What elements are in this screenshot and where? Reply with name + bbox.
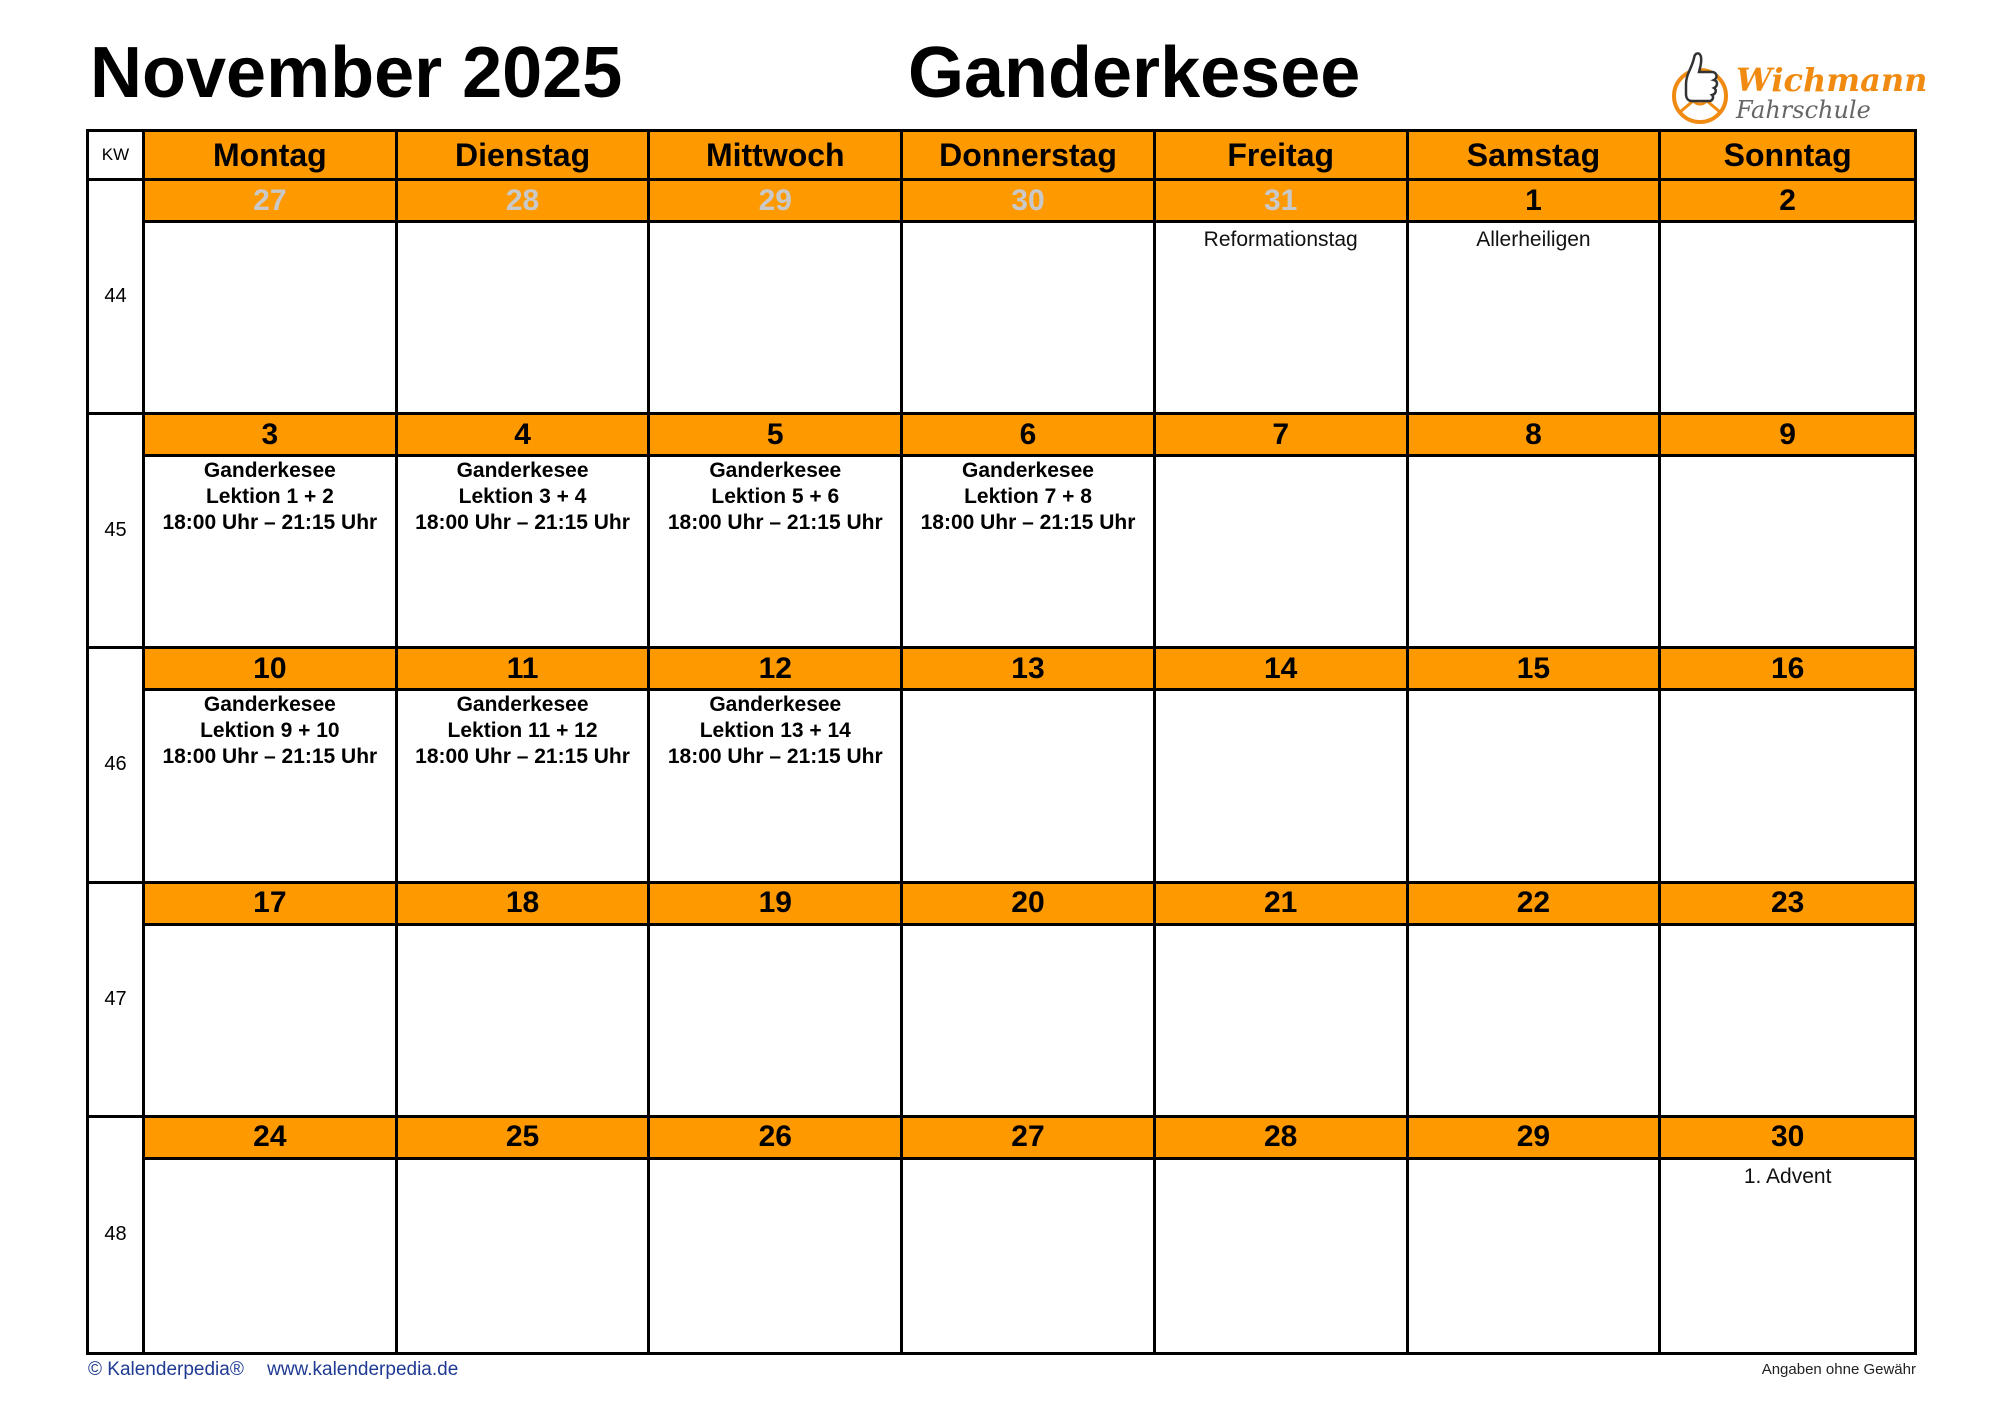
copyright-text: © Kalenderpedia® <box>88 1359 244 1380</box>
weekday-header: Mittwoch <box>650 132 903 178</box>
kw-number: 46 <box>89 649 145 880</box>
day-number: 13 <box>903 649 1153 691</box>
day-number: 4 <box>398 415 648 457</box>
week-row <box>89 415 1914 649</box>
event-block <box>903 458 1153 536</box>
day-number: 31 <box>1156 181 1406 223</box>
day-cell[interactable] <box>1409 415 1662 646</box>
day-number: 8 <box>1409 415 1659 457</box>
day-cell[interactable] <box>903 181 1156 412</box>
day-cell[interactable] <box>145 884 398 1115</box>
day-cell[interactable] <box>1156 884 1409 1115</box>
holiday-note: Reformationstag <box>1203 228 1358 251</box>
event-location: Ganderkesee <box>203 459 336 483</box>
day-cell[interactable] <box>1409 181 1662 412</box>
event-time: 18:00 Uhr – 21:15 Uhr <box>667 745 883 769</box>
day-number: 9 <box>1661 415 1914 457</box>
event-location: Ganderkesee <box>962 459 1094 483</box>
day-cell[interactable] <box>1409 884 1662 1115</box>
weekday-header: Samstag <box>1409 132 1662 178</box>
disclaimer-text: Angaben ohne Gewähr <box>1761 1361 1916 1378</box>
event-time: 18:00 Uhr – 21:15 Uhr <box>920 511 1136 535</box>
day-cell[interactable] <box>1156 649 1409 880</box>
kw-number: 47 <box>89 884 145 1115</box>
weekday-header-row <box>89 132 1914 181</box>
day-number: 17 <box>145 884 395 926</box>
holiday-note: 1. Advent <box>1743 1164 1832 1188</box>
week-row <box>89 884 1914 1118</box>
event-time: 18:00 Uhr – 21:15 Uhr <box>162 745 378 769</box>
event-location: Ganderkesee <box>709 459 842 483</box>
day-number: 30 <box>1661 1118 1914 1160</box>
logo-brand: Wichmann <box>1736 61 1928 99</box>
day-number: 16 <box>1661 649 1914 691</box>
event-location: Ganderkesee <box>456 459 589 483</box>
day-number: 18 <box>398 884 648 926</box>
event-lesson: Lektion 1 + 2 <box>205 485 334 509</box>
event-time: 18:00 Uhr – 21:15 Uhr <box>162 511 378 535</box>
kw-number: 48 <box>89 1118 145 1352</box>
event-lesson: Lektion 13 + 14 <box>699 719 851 743</box>
day-number: 14 <box>1156 649 1406 691</box>
event-lesson: Lektion 7 + 8 <box>964 485 1092 509</box>
event-time: 18:00 Uhr – 21:15 Uhr <box>415 511 630 535</box>
day-cell[interactable] <box>398 415 651 646</box>
day-number: 6 <box>903 415 1153 457</box>
day-cell[interactable] <box>1661 884 1914 1115</box>
calendar-grid <box>86 129 1917 1355</box>
day-number: 1 <box>1409 181 1659 223</box>
day-cell[interactable] <box>1156 415 1409 646</box>
weekday-header: Sonntag <box>1661 132 1914 178</box>
day-number: 15 <box>1409 649 1659 691</box>
day-cell[interactable] <box>398 884 651 1115</box>
month-title: November 2025 <box>90 33 623 113</box>
day-cell[interactable] <box>650 415 903 646</box>
day-number: 29 <box>650 181 900 223</box>
day-cell[interactable] <box>398 1118 651 1352</box>
day-number: 12 <box>650 649 900 691</box>
event-lesson: Lektion 11 + 12 <box>447 719 598 743</box>
event-block <box>650 692 900 770</box>
day-cell[interactable] <box>903 415 1156 646</box>
event-location: Ganderkesee <box>456 693 589 717</box>
day-cell[interactable] <box>650 649 903 880</box>
holiday-note: Allerheiligen <box>1476 228 1591 251</box>
website-link[interactable]: www.kalenderpedia.de <box>267 1359 459 1380</box>
day-cell[interactable] <box>145 649 398 880</box>
event-block <box>398 458 648 536</box>
logo <box>1664 44 1928 130</box>
day-cell[interactable] <box>398 649 651 880</box>
event-location: Ganderkesee <box>203 693 336 717</box>
day-number: 2 <box>1661 181 1914 223</box>
day-cell[interactable] <box>650 181 903 412</box>
day-number: 5 <box>650 415 900 457</box>
day-number: 22 <box>1409 884 1659 926</box>
day-cell[interactable] <box>145 1118 398 1352</box>
day-cell[interactable] <box>398 181 651 412</box>
day-cell[interactable] <box>903 649 1156 880</box>
day-cell[interactable] <box>1661 649 1914 880</box>
event-block <box>145 458 395 536</box>
event-lesson: Lektion 3 + 4 <box>458 485 587 509</box>
event-lesson: Lektion 5 + 6 <box>711 485 840 509</box>
day-cell[interactable] <box>650 1118 903 1352</box>
weekday-header: Montag <box>145 132 398 178</box>
day-cell[interactable] <box>1409 1118 1662 1352</box>
day-cell[interactable] <box>145 415 398 646</box>
event-lesson: Lektion 9 + 10 <box>200 719 340 743</box>
event-block <box>145 692 395 770</box>
kw-header: KW <box>89 132 145 178</box>
day-number: 3 <box>145 415 395 457</box>
day-number: 27 <box>145 181 395 223</box>
day-number: 19 <box>650 884 900 926</box>
day-number: 10 <box>145 649 395 691</box>
day-number: 26 <box>650 1118 900 1160</box>
kw-number: 44 <box>89 181 145 412</box>
day-number: 21 <box>1156 884 1406 926</box>
day-cell[interactable] <box>145 181 398 412</box>
event-block <box>650 458 900 536</box>
city-title: Ganderkesee <box>908 33 1361 113</box>
week-row <box>89 649 1914 883</box>
day-number: 28 <box>398 181 648 223</box>
day-cell[interactable] <box>1661 415 1914 646</box>
weekday-header: Dienstag <box>398 132 651 178</box>
weekday-header: Freitag <box>1156 132 1409 178</box>
day-number: 20 <box>903 884 1153 926</box>
day-number: 24 <box>145 1118 395 1160</box>
event-time: 18:00 Uhr – 21:15 Uhr <box>667 511 883 535</box>
day-cell[interactable] <box>1661 1118 1914 1352</box>
day-cell[interactable] <box>650 884 903 1115</box>
day-cell[interactable] <box>1156 181 1409 412</box>
kw-number: 45 <box>89 415 145 646</box>
day-cell[interactable] <box>903 884 1156 1115</box>
event-location: Ganderkesee <box>709 693 842 717</box>
day-number: 7 <box>1156 415 1406 457</box>
event-block <box>398 692 648 770</box>
footer-left <box>88 1359 476 1381</box>
day-number: 29 <box>1409 1118 1659 1160</box>
day-number: 30 <box>903 181 1153 223</box>
day-number: 28 <box>1156 1118 1406 1160</box>
day-cell[interactable] <box>1409 649 1662 880</box>
week-row <box>89 181 1914 415</box>
weekday-header: Donnerstag <box>903 132 1156 178</box>
day-cell[interactable] <box>1661 181 1914 412</box>
thumbs-up-steering-wheel-icon <box>1664 44 1734 130</box>
day-cell[interactable] <box>1156 1118 1409 1352</box>
day-number: 27 <box>903 1118 1153 1160</box>
logo-subtitle: Fahrschule <box>1736 96 1871 124</box>
week-row <box>89 1118 1914 1352</box>
day-number: 11 <box>398 649 648 691</box>
day-cell[interactable] <box>903 1118 1156 1352</box>
event-time: 18:00 Uhr – 21:15 Uhr <box>415 745 630 769</box>
day-number: 25 <box>398 1118 648 1160</box>
day-number: 23 <box>1661 884 1914 926</box>
